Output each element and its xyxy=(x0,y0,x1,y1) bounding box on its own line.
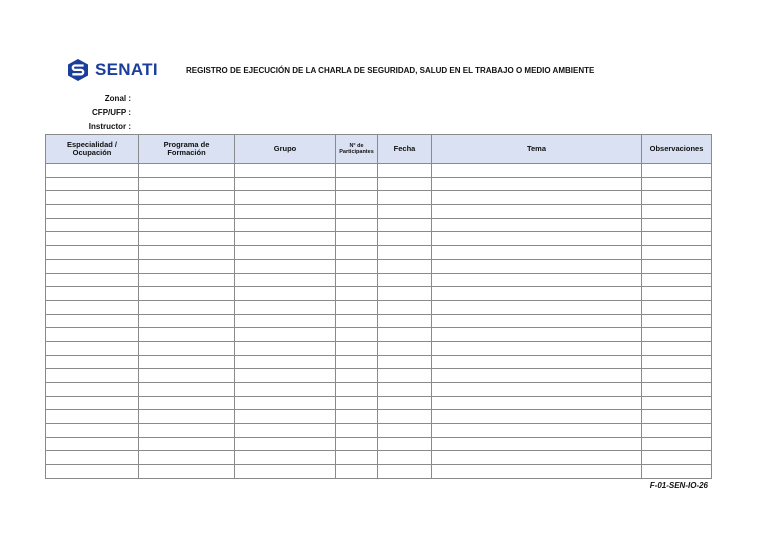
table-cell xyxy=(432,383,642,397)
table-cell xyxy=(139,273,235,287)
table-cell xyxy=(642,341,712,355)
table-cell xyxy=(139,437,235,451)
table-cell xyxy=(432,355,642,369)
table-cell xyxy=(336,300,378,314)
table-cell xyxy=(235,328,336,342)
table-cell xyxy=(46,424,139,438)
table-cell xyxy=(336,259,378,273)
form-code: F-01-SEN-IO-26 xyxy=(649,481,708,490)
table-header-row xyxy=(46,135,712,164)
table-cell xyxy=(378,259,432,273)
table-cell xyxy=(235,437,336,451)
table-cell xyxy=(642,259,712,273)
table-cell xyxy=(139,383,235,397)
table-cell xyxy=(336,232,378,246)
table-cell xyxy=(432,300,642,314)
table-cell xyxy=(432,465,642,479)
table-cell xyxy=(642,300,712,314)
table-row xyxy=(46,410,712,424)
col-participantes-header: N° de Participantes xyxy=(336,135,378,164)
table-cell xyxy=(378,341,432,355)
table-cell xyxy=(235,396,336,410)
table-body xyxy=(46,164,712,479)
table-cell xyxy=(46,218,139,232)
table-cell xyxy=(336,424,378,438)
cfp-label: CFP/UFP : xyxy=(92,108,131,117)
table-cell xyxy=(235,314,336,328)
table-row xyxy=(46,205,712,219)
table-cell xyxy=(432,164,642,178)
table-cell xyxy=(378,191,432,205)
table-row xyxy=(46,424,712,438)
table-row xyxy=(46,177,712,191)
table-cell xyxy=(139,396,235,410)
table-cell xyxy=(46,341,139,355)
table-cell xyxy=(336,164,378,178)
table-cell xyxy=(46,314,139,328)
table-cell xyxy=(46,451,139,465)
table-cell xyxy=(378,383,432,397)
table-cell xyxy=(46,191,139,205)
table-cell xyxy=(336,451,378,465)
table-cell xyxy=(378,437,432,451)
table-row xyxy=(46,218,712,232)
table-cell xyxy=(432,205,642,219)
table-cell xyxy=(336,465,378,479)
table-cell xyxy=(642,465,712,479)
table-cell xyxy=(642,451,712,465)
table-cell xyxy=(139,164,235,178)
table-cell xyxy=(139,355,235,369)
table-cell xyxy=(642,218,712,232)
table-cell xyxy=(432,341,642,355)
table-row xyxy=(46,287,712,301)
table-cell xyxy=(432,259,642,273)
table-cell xyxy=(139,232,235,246)
table-cell xyxy=(46,369,139,383)
table-cell xyxy=(46,205,139,219)
table-cell xyxy=(378,232,432,246)
table-row xyxy=(46,273,712,287)
table-cell xyxy=(432,191,642,205)
table-row xyxy=(46,396,712,410)
table-cell xyxy=(235,410,336,424)
table-cell xyxy=(642,205,712,219)
table-row xyxy=(46,451,712,465)
table-cell xyxy=(235,383,336,397)
table-row xyxy=(46,232,712,246)
table-cell xyxy=(139,369,235,383)
table-row xyxy=(46,328,712,342)
table-cell xyxy=(432,314,642,328)
table-cell xyxy=(432,424,642,438)
table-cell xyxy=(642,328,712,342)
table-cell xyxy=(235,191,336,205)
col-tema-header: Tema xyxy=(432,135,642,164)
table-cell xyxy=(139,424,235,438)
table-cell xyxy=(46,259,139,273)
table-cell xyxy=(139,300,235,314)
col-grupo-header: Grupo xyxy=(235,135,336,164)
table-cell xyxy=(642,287,712,301)
table-row xyxy=(46,246,712,260)
table-row xyxy=(46,341,712,355)
table-cell xyxy=(432,410,642,424)
table-cell xyxy=(139,177,235,191)
table-cell xyxy=(139,328,235,342)
table-cell xyxy=(46,164,139,178)
table-cell xyxy=(235,246,336,260)
table-cell xyxy=(46,177,139,191)
table-cell xyxy=(46,328,139,342)
table-cell xyxy=(336,191,378,205)
table-cell xyxy=(46,246,139,260)
table-row xyxy=(46,369,712,383)
table-cell xyxy=(336,369,378,383)
table-cell xyxy=(46,396,139,410)
table-cell xyxy=(642,383,712,397)
table-cell xyxy=(139,246,235,260)
table-cell xyxy=(139,341,235,355)
table-cell xyxy=(378,314,432,328)
table-cell xyxy=(642,355,712,369)
table-cell xyxy=(235,287,336,301)
table-cell xyxy=(235,259,336,273)
logo-text: SENATI xyxy=(95,60,158,79)
table-cell xyxy=(432,396,642,410)
table-cell xyxy=(139,287,235,301)
table-cell xyxy=(642,424,712,438)
table-cell xyxy=(378,246,432,260)
table-cell xyxy=(336,328,378,342)
table-cell xyxy=(139,218,235,232)
table-cell xyxy=(46,273,139,287)
table-cell xyxy=(336,273,378,287)
header-fields xyxy=(89,92,131,134)
table-cell xyxy=(432,328,642,342)
table-cell xyxy=(139,314,235,328)
table-cell xyxy=(336,218,378,232)
table-cell xyxy=(642,177,712,191)
table-cell xyxy=(378,355,432,369)
registro-table xyxy=(45,134,712,479)
table-row xyxy=(46,465,712,479)
table-cell xyxy=(642,314,712,328)
table-cell xyxy=(336,383,378,397)
table-cell xyxy=(378,205,432,219)
table-cell xyxy=(139,205,235,219)
table-cell xyxy=(642,410,712,424)
table-cell xyxy=(139,451,235,465)
instructor-label: Instructor : xyxy=(88,122,131,131)
table-row xyxy=(46,191,712,205)
table-cell xyxy=(235,232,336,246)
table-row xyxy=(46,164,712,178)
table-cell xyxy=(336,287,378,301)
table-cell xyxy=(235,341,336,355)
table-row xyxy=(46,355,712,369)
senati-logo xyxy=(66,58,158,82)
table-cell xyxy=(139,465,235,479)
table-cell xyxy=(642,273,712,287)
table-cell xyxy=(336,437,378,451)
table-row xyxy=(46,383,712,397)
table-cell xyxy=(432,177,642,191)
col-especialidad-header: Especialidad / Ocupación xyxy=(46,135,139,164)
table-cell xyxy=(378,177,432,191)
table-cell xyxy=(235,164,336,178)
table-cell xyxy=(46,232,139,246)
table-cell xyxy=(235,205,336,219)
table-cell xyxy=(235,218,336,232)
table-cell xyxy=(235,300,336,314)
table-cell xyxy=(235,177,336,191)
table-cell xyxy=(139,410,235,424)
table-cell xyxy=(642,191,712,205)
table-cell xyxy=(336,314,378,328)
col-programa-header: Programa de Formación xyxy=(139,135,235,164)
table-cell xyxy=(378,465,432,479)
table-cell xyxy=(642,164,712,178)
table-cell xyxy=(336,355,378,369)
table-cell xyxy=(378,328,432,342)
table-cell xyxy=(378,451,432,465)
table-cell xyxy=(378,164,432,178)
table-cell xyxy=(432,273,642,287)
table-cell xyxy=(46,287,139,301)
table-cell xyxy=(378,273,432,287)
table-cell xyxy=(642,369,712,383)
table-cell xyxy=(235,451,336,465)
col-observaciones-header: Observaciones xyxy=(642,135,712,164)
table-cell xyxy=(235,355,336,369)
senati-logo-icon xyxy=(66,58,90,82)
table-cell xyxy=(642,246,712,260)
table-cell xyxy=(235,424,336,438)
table-cell xyxy=(378,287,432,301)
zonal-label: Zonal : xyxy=(104,94,131,103)
table-cell xyxy=(336,396,378,410)
table-cell xyxy=(235,465,336,479)
table-cell xyxy=(46,465,139,479)
table-row xyxy=(46,314,712,328)
table-cell xyxy=(378,410,432,424)
form-title: REGISTRO DE EJECUCIÓN DE LA CHARLA DE SEGURIDAD, SALUD EN EL TRABAJO O MEDIO AMBIENTE xyxy=(186,66,595,75)
table-cell xyxy=(642,437,712,451)
table-cell xyxy=(46,437,139,451)
table-cell xyxy=(432,232,642,246)
table-row xyxy=(46,300,712,314)
table-cell xyxy=(235,369,336,383)
table-cell xyxy=(46,410,139,424)
table-cell xyxy=(642,396,712,410)
table-cell xyxy=(432,369,642,383)
table-cell xyxy=(46,383,139,397)
table-cell xyxy=(378,369,432,383)
table-row xyxy=(46,437,712,451)
table-cell xyxy=(46,355,139,369)
table-cell xyxy=(139,259,235,273)
table-cell xyxy=(378,424,432,438)
table-cell xyxy=(336,177,378,191)
table-cell xyxy=(432,287,642,301)
col-fecha-header: Fecha xyxy=(378,135,432,164)
table-cell xyxy=(378,218,432,232)
table-cell xyxy=(642,232,712,246)
table-cell xyxy=(235,273,336,287)
table-cell xyxy=(378,396,432,410)
table-cell xyxy=(432,246,642,260)
table-cell xyxy=(378,300,432,314)
table-cell xyxy=(336,410,378,424)
table-cell xyxy=(432,218,642,232)
table-cell xyxy=(46,300,139,314)
table-row xyxy=(46,259,712,273)
table-cell xyxy=(336,246,378,260)
table-cell xyxy=(432,451,642,465)
table-cell xyxy=(432,437,642,451)
table-cell xyxy=(336,205,378,219)
table-cell xyxy=(139,191,235,205)
table-cell xyxy=(336,341,378,355)
